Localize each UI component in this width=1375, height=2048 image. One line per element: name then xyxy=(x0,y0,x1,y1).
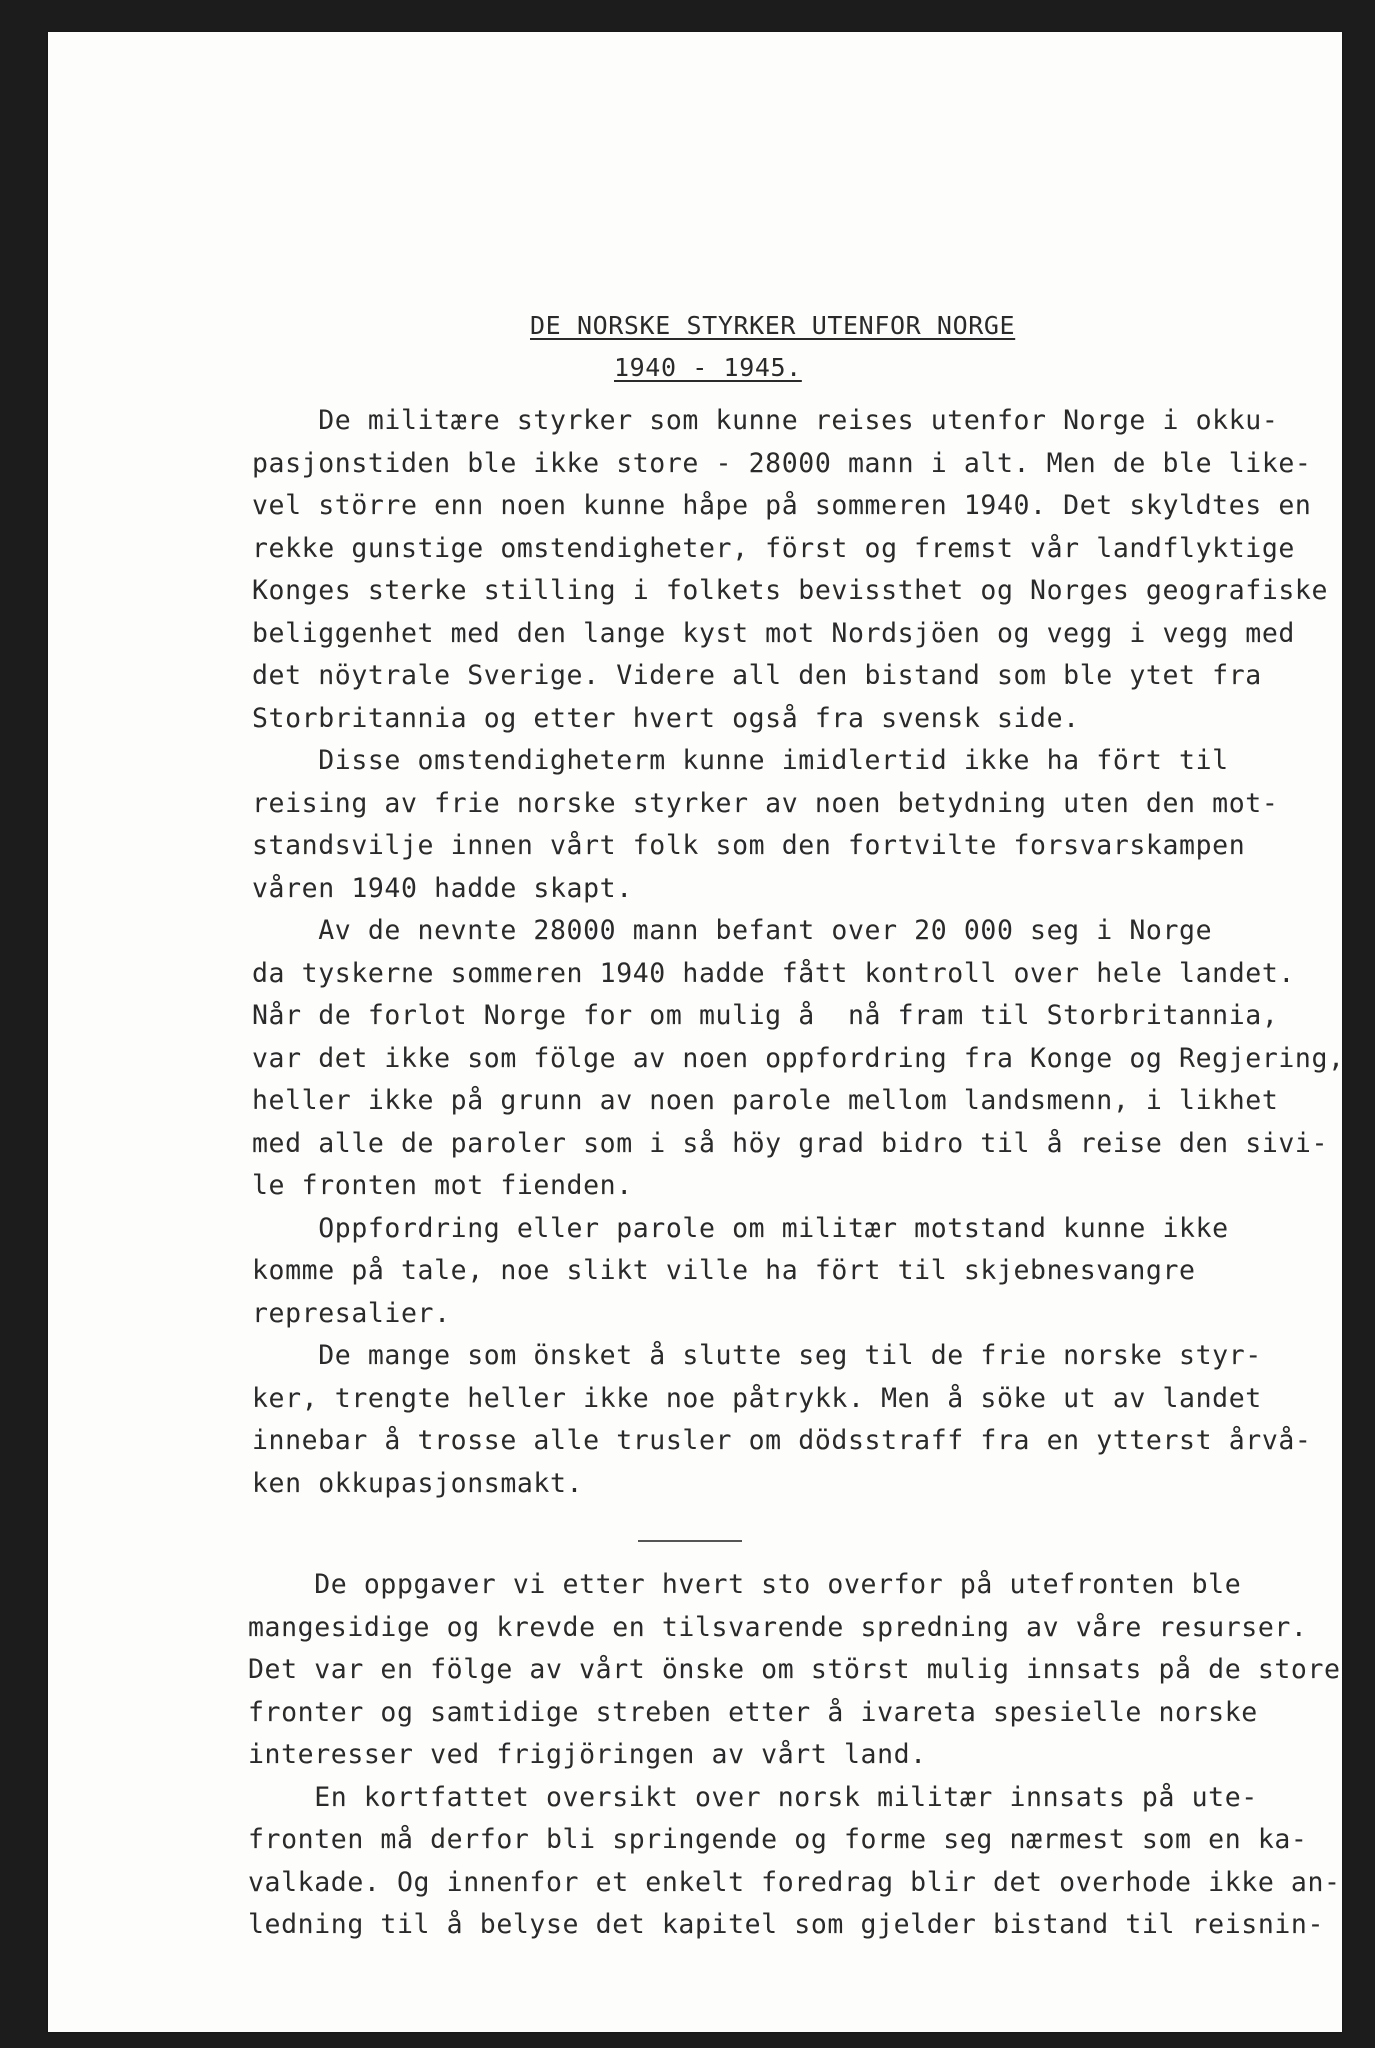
text-line: valkade. Og innenfor et enkelt foredrag blir det overhode ikke an- xyxy=(248,1866,1341,1898)
text-line: Oppfordring eller parole om militær motstand kunne ikke xyxy=(252,1212,1229,1244)
text-line: rekke gunstige omstendigheter, först og fremst vår landflyktige xyxy=(252,532,1295,564)
document-subtitle: 1940 - 1945. xyxy=(614,353,802,382)
text-line: reising av frie norske styrker av noen betydning uten den mot- xyxy=(252,787,1279,819)
text-line: Det var en fölge av vårt önske om störst mulig innsats på de store xyxy=(248,1654,1341,1685)
text-line: represalier. xyxy=(252,1297,451,1329)
text-line: fronter og samtidige streben etter å ivareta spesielle norske xyxy=(248,1696,1258,1728)
text-line: ken okkupasjonsmakt. xyxy=(252,1467,584,1499)
text-line: komme på tale, noe slikt ville ha fört til skjebnesvangre xyxy=(252,1255,1196,1286)
document-title: DE NORSKE STYRKER UTENFOR NORGE xyxy=(530,311,1016,340)
text-line: Konges sterke stilling i folkets bevissthet og Norges geografiske xyxy=(252,575,1329,606)
text-line: pasjonstiden ble ikke store - 28000 mann i alt. Men de ble like- xyxy=(252,447,1312,479)
document-page xyxy=(48,32,1345,2032)
text-line: heller ikke på grunn av noen parole mellom landsmenn, i likhet xyxy=(252,1085,1279,1116)
text-line: interesser ved frigjöringen av vårt land. xyxy=(248,1739,927,1770)
text-line: Disse omstendigheterm kunne imidlertid ikke ha fört til xyxy=(252,745,1229,776)
text-line: vel större enn noen kunne håpe på sommeren 1940. Det skyldtes en xyxy=(252,490,1312,521)
text-line: Storbritannia og etter hvert også fra svensk side. xyxy=(252,702,1080,734)
text-line: De militære styrker som kunne reises utenfor Norge i okku- xyxy=(252,405,1279,436)
text-line: fronten må derfor bli springende og forme seg nærmest som en ka- xyxy=(248,1824,1308,1855)
text-line: mangesidige og krevde en tilsvarende spredning av våre resurser. xyxy=(248,1611,1308,1643)
text-line: De oppgaver vi etter hvert sto overfor på utefronten ble xyxy=(248,1569,1242,1600)
text-line: ker, trengte heller ikke noe påtrykk. Men å söke ut av landet xyxy=(252,1382,1262,1414)
text-line: standsvilje innen vårt folk som den fortvilte forsvarskampen xyxy=(252,830,1246,861)
text-line: En kortfattet oversikt over norsk militær innsats på ute- xyxy=(248,1781,1258,1813)
text-line: Av de nevnte 28000 mann befant over 20 000 seg i Norge xyxy=(252,915,1213,946)
section-divider xyxy=(638,1540,742,1542)
text-line: De mange som önsket å slutte seg til de frie norske styr- xyxy=(252,1340,1262,1371)
text-line: ledning til å belyse det kapitel som gjelder bistand til reisnin- xyxy=(248,1909,1325,1940)
text-line: våren 1940 hadde skapt. xyxy=(252,872,633,904)
text-line: innebar å trosse alle trusler om dödsstraff fra en ytterst årvå- xyxy=(252,1425,1312,1456)
text-line: det nöytrale Sverige. Videre all den bistand som ble ytet fra xyxy=(252,660,1262,691)
text-line: var det ikke som fölge av noen oppfordring fra Konge og Regjering, xyxy=(252,1042,1345,1074)
body-section-1 xyxy=(252,400,1372,1505)
text-line: le fronten mot fienden. xyxy=(252,1170,633,1201)
body-section-2 xyxy=(248,1564,1368,1947)
text-line: da tyskerne sommeren 1940 hadde fått kontroll over hele landet. xyxy=(252,957,1295,989)
text-line: med alle de paroler som i så höy grad bidro til å reise den sivi- xyxy=(252,1127,1329,1159)
text-line: Når de forlot Norge for om mulig å nå fram til Storbritannia, xyxy=(252,1000,1279,1031)
text-line: beliggenhet med den lange kyst mot Nordsjöen og vegg i vegg med xyxy=(252,617,1295,649)
